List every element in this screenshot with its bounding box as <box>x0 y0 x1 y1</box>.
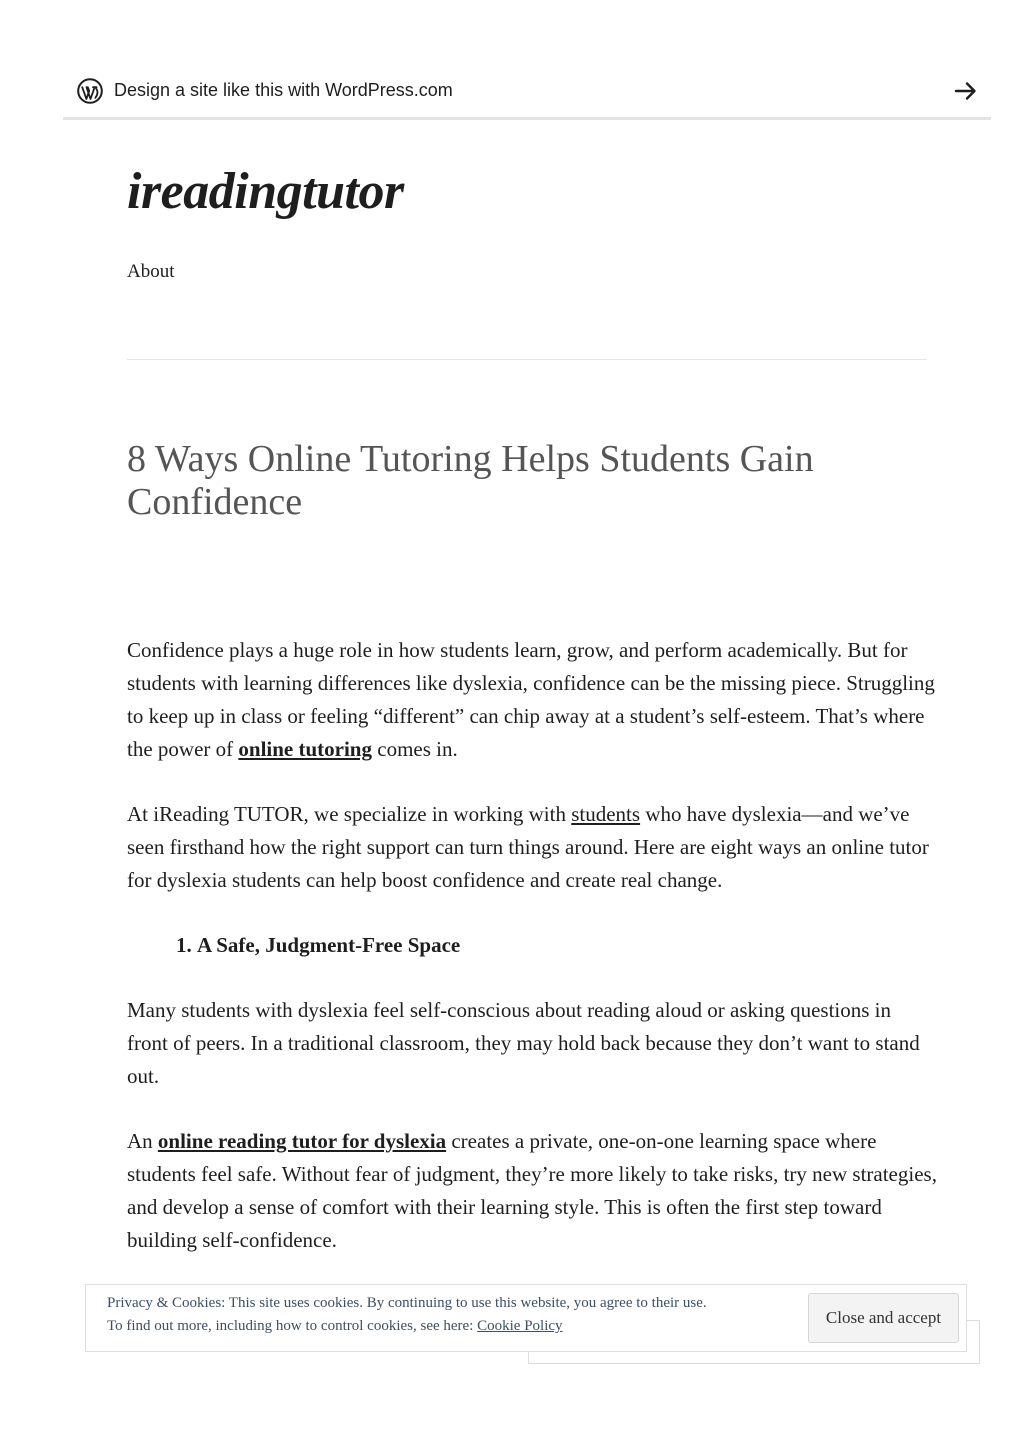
numbered-list <box>127 929 937 962</box>
paragraph-about <box>127 798 937 897</box>
close-and-accept-button[interactable]: Close and accept <box>808 1293 959 1343</box>
text-span: creates a private, one-on-one learning space where students feel safe. Without fear of judgment, they’re more likely to take risks, try new strategies, and develop a sense of comfort with their learning style. This is often the first step toward building self-confidence. <box>127 1129 937 1252</box>
header-divider <box>127 359 927 360</box>
paragraph-self-conscious: Many students with dyslexia feel self-conscious about reading aloud or asking questions in front of peers. In a traditional classroom, they may hold back because they don’t want to stand out. <box>127 998 920 1088</box>
paragraph-safe-space <box>127 1125 937 1257</box>
wordpress-banner <box>63 62 991 120</box>
wordpress-banner-link[interactable]: Design a site like this with WordPress.com <box>114 80 453 100</box>
post-content <box>127 634 937 1289</box>
students-link[interactable]: students <box>571 802 641 826</box>
text-span: Confidence plays a huge role in how students learn, grow, and perform academically. But for students with learning differences like dyslexia, confidence can be the missing piece. Struggling to keep up in class or feeling “different” can chip away at a student’s self-esteem. That’s where the power of <box>127 638 935 761</box>
list-item: 1. A Safe, Judgment-Free Space <box>197 929 937 962</box>
site-title[interactable]: ireadingtutor <box>127 163 404 220</box>
text-span: An <box>127 1129 158 1153</box>
online-tutoring-link[interactable]: online tutoring <box>238 737 372 761</box>
text-span: who have dyslexia—and we’ve seen firsthand how the right support can turn things around. Here are eight ways an online tutor for dyslexia students can help boost confidence and create real change. <box>127 802 929 892</box>
cookie-banner <box>85 1284 967 1352</box>
text-span: At iReading TUTOR, we specialize in working with <box>127 802 572 826</box>
arrow-right-icon[interactable] <box>953 78 979 104</box>
post-title: 8 Ways Online Tutoring Helps Students Gain Confidence <box>127 438 814 523</box>
cookie-notice-text: Privacy & Cookies: This site uses cookies. By continuing to use this website, you agree to their use. <box>107 1295 707 1311</box>
text-span: To find out more, including how to control cookies, see here: <box>107 1318 478 1334</box>
paragraph-intro <box>127 634 937 766</box>
text-span: comes in. <box>372 737 458 761</box>
wordpress-logo-icon[interactable] <box>77 78 103 104</box>
nav-item-about[interactable]: About <box>127 261 175 282</box>
cookie-notice-more <box>107 1318 563 1335</box>
cookie-policy-link[interactable]: Cookie Policy <box>477 1318 563 1334</box>
online-reading-tutor-link[interactable]: online reading tutor for dyslexia <box>157 1129 447 1153</box>
